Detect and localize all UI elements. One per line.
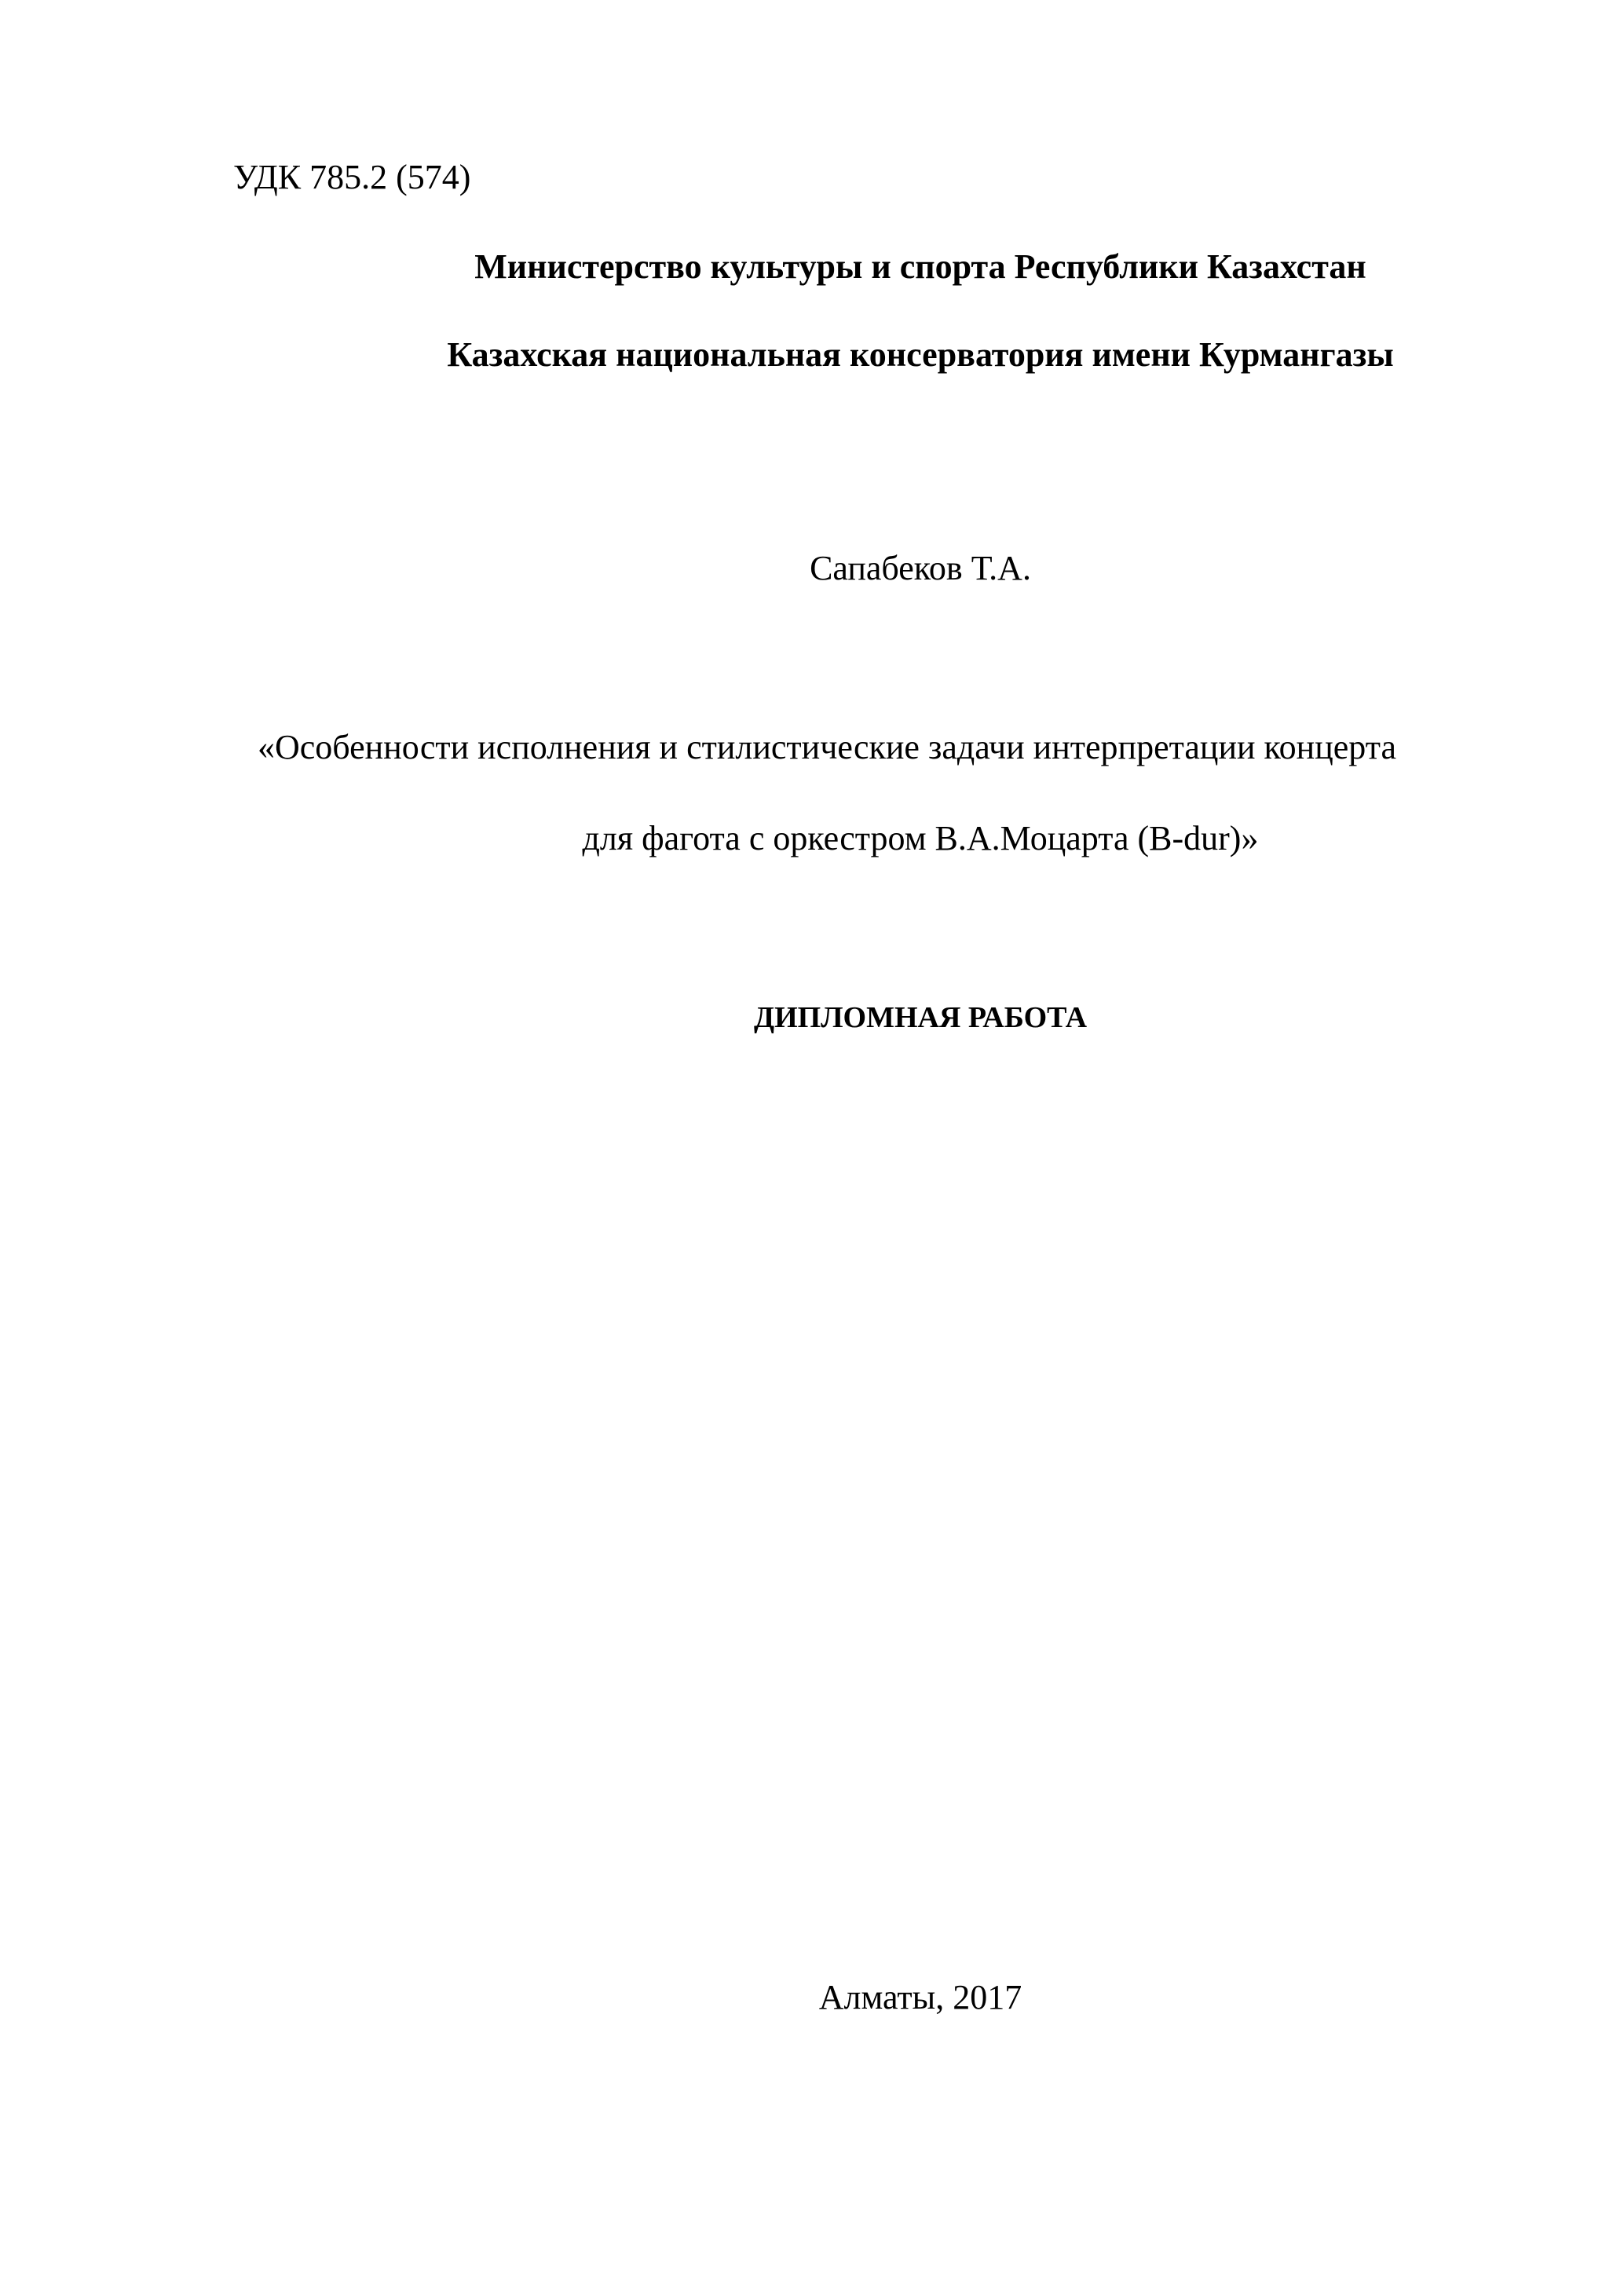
conservatory-heading: Казахская национальная консерватория имени Курмангазы <box>447 335 1394 374</box>
udc-code: УДК 785.2 (574) <box>233 158 471 196</box>
thesis-title-line-2: для фагота с оркестром В.А.Моцарта (B-dur)» <box>582 819 1259 857</box>
ministry-heading: Министерство культуры и спорта Республики Казахстан <box>474 247 1366 286</box>
place-and-year: Алматы, 2017 <box>818 1978 1022 2016</box>
work-type-label: ДИПЛОМНАЯ РАБОТА <box>753 1001 1088 1034</box>
author-name: Сапабеков Т.А. <box>810 549 1031 587</box>
thesis-title-line-1: «Особенности исполнения и стилистические задачи интерпретации концерта <box>258 728 1397 766</box>
